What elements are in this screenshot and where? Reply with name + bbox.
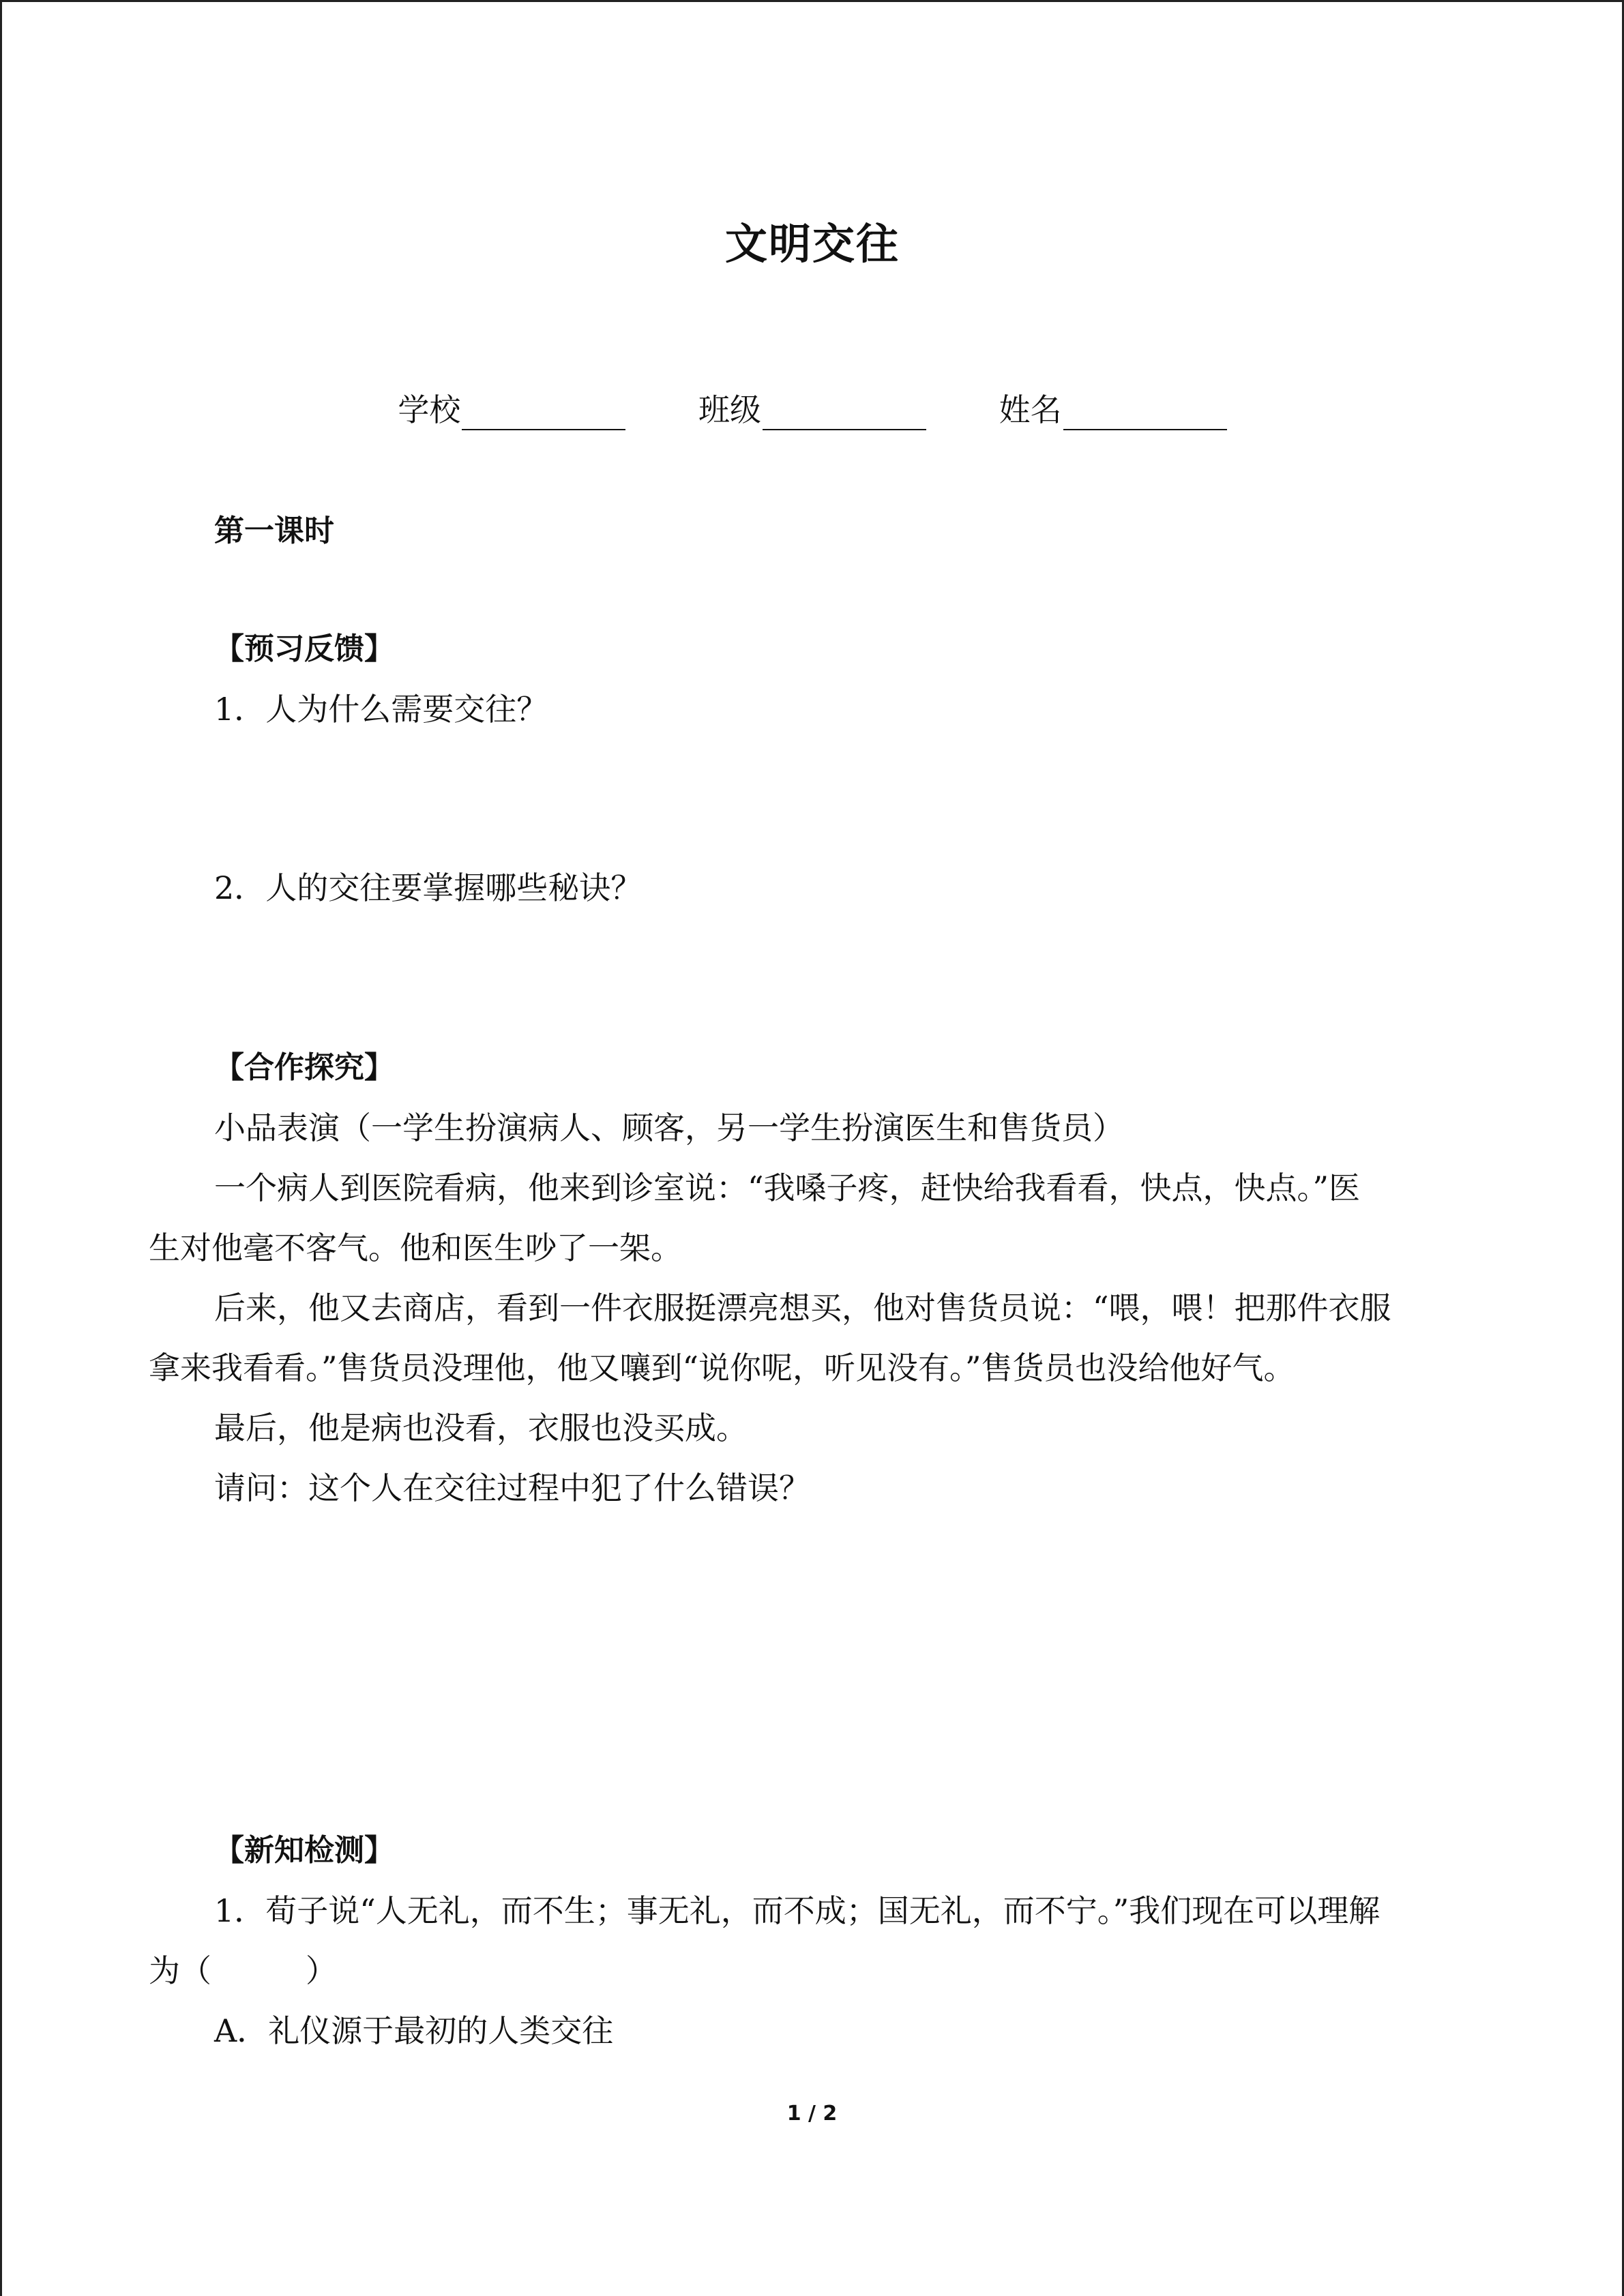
- cooperate-heading: 【合作探究】: [214, 1050, 394, 1085]
- preview-question-2: 2．人的交往要掌握哪些秘诀？: [214, 869, 643, 906]
- check-option-a[interactable]: A．礼仪源于最初的人类交往: [214, 2012, 614, 2049]
- student-info-row: [149, 385, 1476, 430]
- class-label: 班级: [698, 391, 761, 428]
- page-number: 1 / 2: [786, 2102, 838, 2126]
- check-question-1-line-2: 为（ ）: [149, 1952, 337, 1989]
- page-title: 文明交往: [724, 219, 900, 269]
- cooperate-intro: 小品表演（一学生扮演病人、顾客，另一学生扮演医生和售货员）: [214, 1109, 1124, 1146]
- cooperate-paragraph-3: 最后，他是病也没看，衣服也没买成。: [214, 1410, 748, 1446]
- cooperate-paragraph-2-line-1: 后来，他又去商店，看到一件衣服挺漂亮想买，他对售货员说：“喂，喂！把那件衣服: [214, 1289, 1391, 1326]
- cooperate-paragraph-1-line-2: 生对他毫不客气。他和医生吵了一架。: [149, 1229, 682, 1266]
- name-field[interactable]: [999, 385, 1227, 430]
- check-question-1-line-1: 1．荀子说“人无礼，而不生；事无礼，而不成；国无礼，而不宁。”我们现在可以理解: [214, 1892, 1381, 1929]
- preview-heading: 【预习反馈】: [214, 631, 394, 666]
- school-label: 学校: [398, 391, 461, 428]
- name-label: 姓名: [999, 391, 1062, 428]
- check-heading: 【新知检测】: [214, 1833, 394, 1868]
- school-blank[interactable]: [462, 395, 625, 430]
- cooperate-question: 请问：这个人在交往过程中犯了什么错误？: [214, 1470, 810, 1506]
- class-blank[interactable]: [763, 395, 926, 430]
- school-field[interactable]: [398, 385, 625, 430]
- cooperate-paragraph-2-line-2: 拿来我看看。”售货员没理他，他又嚷到“说你呢，听见没有。”售货员也没给他好气。: [149, 1350, 1295, 1386]
- cooperate-paragraph-1-line-1: 一个病人到医院看病，他来到诊室说：“我嗓子疼，赶快给我看看，快点，快点。”医: [214, 1169, 1361, 1206]
- class-field[interactable]: [698, 385, 926, 430]
- name-blank[interactable]: [1063, 395, 1227, 430]
- preview-question-1: 1．人为什么需要交往？: [214, 691, 548, 728]
- lesson-heading: 第一课时: [214, 513, 334, 548]
